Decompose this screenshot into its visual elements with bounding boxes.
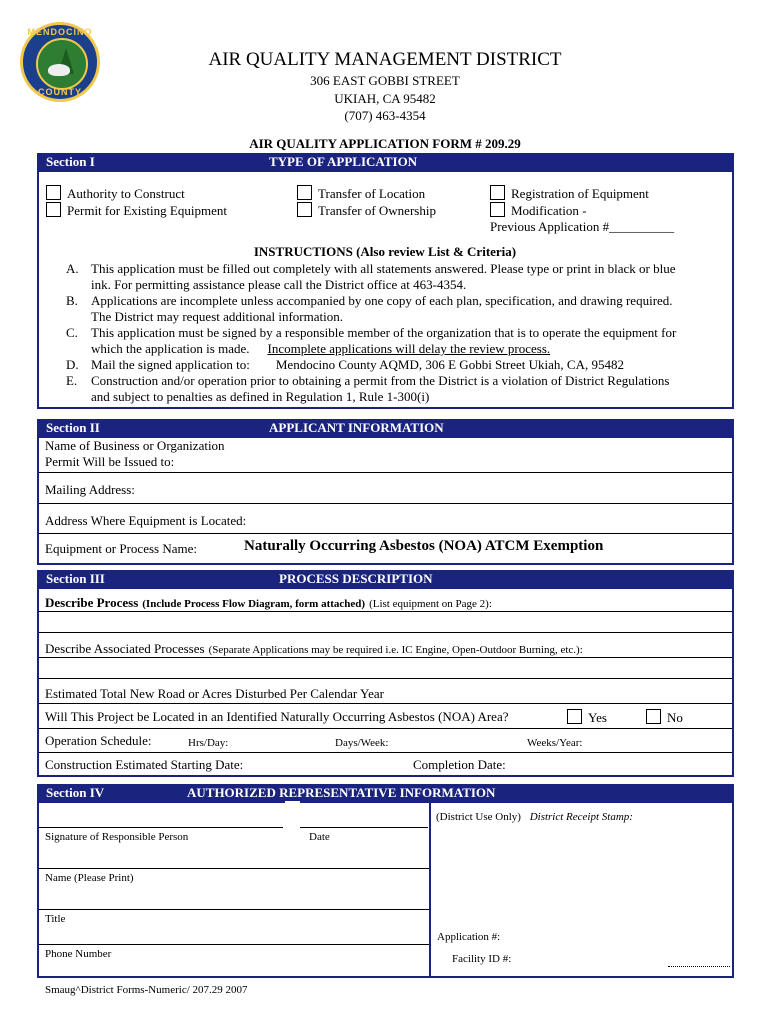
section-3-label: Section III — [46, 571, 105, 586]
transfer-ownership-option[interactable]: Transfer of Ownership — [297, 202, 436, 219]
section-3-title: PROCESS DESCRIPTION — [279, 571, 433, 586]
business-name-label-2: Permit Will be Issued to: — [45, 454, 175, 469]
section-2-header — [37, 419, 734, 436]
page-title: AIR QUALITY MANAGEMENT DISTRICT — [208, 49, 562, 70]
equipment-name-value[interactable]: Naturally Occurring Asbestos (NOA) ATCM Exemption — [244, 538, 604, 554]
signature-field[interactable] — [39, 827, 283, 828]
instructions-title: INSTRUCTIONS (Also review List & Criteria) — [253, 244, 517, 259]
section-2-label: Section II — [46, 420, 100, 435]
name-label: Name (Please Print) — [45, 872, 134, 884]
title-field[interactable] — [39, 944, 429, 945]
describe-process-field[interactable] — [39, 632, 732, 633]
operation-schedule-label: Operation Schedule: — [45, 733, 152, 748]
describe-process-label: Describe Process (Include Process Flow Diagram, form attached) (List equipment on Page 2): — [45, 595, 492, 610]
section-1-label: Section I — [46, 154, 95, 169]
section-4-title: AUTHORIZED REPRESENTATIVE INFORMATION — [187, 785, 496, 800]
district-phone: (707) 463-4354 — [344, 108, 426, 123]
section-2-title: APPLICANT INFORMATION — [269, 420, 444, 435]
modification-option[interactable]: Modification - — [490, 202, 586, 219]
title-label: Title — [45, 913, 66, 925]
noa-question: Will This Project be Located in an Identified Naturally Occurring Asbestos (NOA) Area? — [45, 709, 509, 724]
phone-label: Phone Number — [45, 948, 112, 960]
registration-checkbox[interactable] — [490, 185, 505, 200]
date-label: Date — [309, 831, 330, 843]
section-3-header — [37, 570, 734, 587]
equipment-address-label: Address Where Equipment is Located: — [45, 513, 247, 528]
business-name-field[interactable] — [39, 472, 732, 473]
modification-checkbox[interactable] — [490, 202, 505, 217]
transfer-ownership-checkbox[interactable] — [297, 202, 312, 217]
transfer-location-option[interactable]: Transfer of Location — [297, 185, 425, 202]
authority-option[interactable]: Authority to Construct — [46, 185, 185, 202]
application-number-field[interactable]: Application #: — [437, 931, 501, 943]
days-week-field[interactable]: Days/Week: — [335, 737, 389, 749]
completion-date-field[interactable]: Completion Date: — [413, 757, 506, 772]
business-name-label-1: Name of Business or Organization — [45, 438, 225, 453]
weeks-year-field[interactable]: Weeks/Year: — [527, 737, 583, 749]
registration-option[interactable]: Registration of Equipment — [490, 185, 649, 202]
estimated-road-field[interactable] — [39, 703, 732, 704]
section-1-header — [37, 153, 734, 170]
footer-text: Smaug^District Forms-Numeric/ 207.29 2007 — [45, 984, 248, 996]
equipment-address-field[interactable] — [39, 533, 732, 534]
name-field[interactable] — [39, 909, 429, 910]
section-4-header — [37, 784, 734, 801]
transfer-location-checkbox[interactable] — [297, 185, 312, 200]
noa-no-option[interactable]: No — [646, 709, 683, 726]
noa-yes-option[interactable]: Yes — [567, 709, 607, 726]
noa-yes-checkbox[interactable] — [567, 709, 582, 724]
describe-associated-label: Describe Associated Processes (Separate Applications may be required i.e. IC Engine, Open-Outdoor Burning, etc.): — [45, 641, 583, 656]
seal-bottom-text: COUNTY — [38, 87, 82, 97]
section-1-title: TYPE OF APPLICATION — [269, 154, 418, 169]
construction-start-field[interactable]: Construction Estimated Starting Date: — [45, 757, 244, 772]
noa-no-checkbox[interactable] — [646, 709, 661, 724]
address-line-1: 306 EAST GOBBI STREET — [310, 73, 460, 88]
estimated-road-label: Estimated Total New Road or Acres Disturbed Per Calendar Year — [45, 686, 384, 701]
previous-application-field[interactable]: Previous Application #__________ — [490, 219, 675, 234]
hrs-day-field[interactable]: Hrs/Day: — [188, 737, 229, 749]
authority-checkbox[interactable] — [46, 185, 61, 200]
seal-top-text: MENDOCINO — [27, 27, 93, 37]
district-use-stamp: (District Use Only) District Receipt Stamp: — [436, 811, 633, 823]
permit-existing-option[interactable]: Permit for Existing Equipment — [46, 202, 227, 219]
equipment-name-label: Equipment or Process Name: — [45, 541, 197, 556]
signature-label: Signature of Responsible Person — [45, 831, 189, 843]
describe-associated-field[interactable] — [39, 678, 732, 679]
section-4-label: Section IV — [46, 785, 105, 800]
address-line-2: UKIAH, CA 95482 — [334, 91, 436, 106]
mailing-address-label: Mailing Address: — [45, 482, 135, 497]
permit-existing-checkbox[interactable] — [46, 202, 61, 217]
date-field[interactable] — [300, 827, 428, 828]
incomplete-warning: Incomplete applications will delay the review process. — [267, 341, 551, 356]
mailing-address-field[interactable] — [39, 503, 732, 504]
facility-id-field[interactable]: Facility ID #: — [452, 953, 512, 965]
form-title: AIR QUALITY APPLICATION FORM # 209.29 — [249, 136, 521, 151]
